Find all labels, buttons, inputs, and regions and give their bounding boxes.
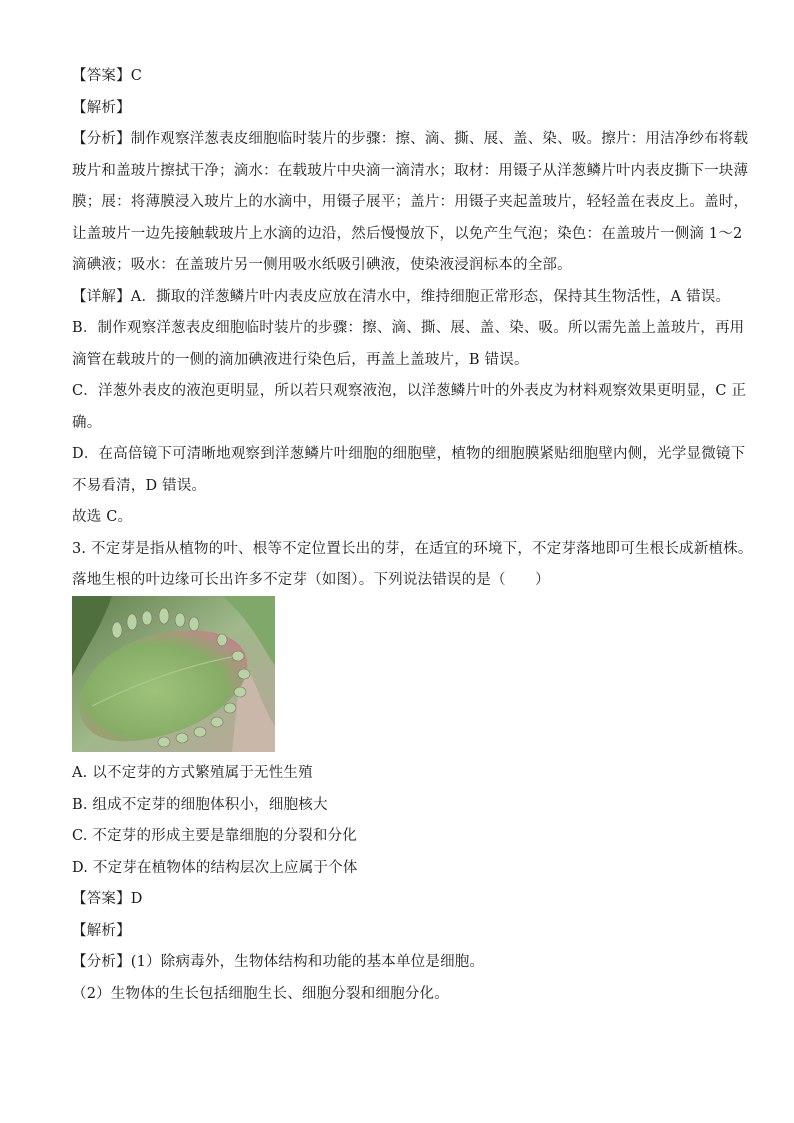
analysis-heading: 【解析】 [72,923,131,939]
conclusion-line: 故选 C。 [72,509,133,525]
option-d: D. 不定芽在植物体的结构层次上应属于个体 [72,860,358,876]
detail-line: B．制作观察洋葱表皮细胞临时装片的步骤：擦、滴、撕、展、盖、染、吸。所以需先盖上盖玻片，再用 [72,320,745,336]
detail-line: 不易看清，D 错误。 [72,478,207,494]
plant-leaf-photo [72,596,275,752]
option-c: C. 不定芽的形成主要是靠细胞的分裂和分化 [72,828,357,844]
analysis-line: 【分析】(1）除病毒外，生物体结构和功能的基本单位是细胞。 [72,954,485,970]
analysis-heading: 【解析】 [72,100,131,116]
analysis-line: 膜；展：将薄膜浸入玻片上的水滴中，用镊子展平；盖片：用镊子夹起盖玻片，轻轻盖在表皮上。盖时， [72,194,749,210]
answer-label: 【答案】D [72,891,143,907]
analysis-line: 玻片和盖玻片擦拭干净；滴水：在载玻片中央滴一滴清水；取材：用镊子从洋葱鳞片叶内表皮撕下一块薄 [72,163,749,179]
detail-line: 确。 [72,415,102,431]
option-a: A. 以不定芽的方式繁殖属于无性生殖 [72,765,313,781]
analysis-line: 滴碘液；吸水：在盖玻片另一侧用吸水纸吸引碘液，使染液浸润标本的全部。 [72,257,572,273]
answer-label: 【答案】C [72,68,143,84]
detail-line: 【详解】A．撕取的洋葱鳞片叶内表皮应放在清水中，维持细胞正常形态，保持其生物活性，A 错误。 [72,289,731,305]
detail-line: 滴管在载玻片的一侧的滴加碘液进行染色后，再盖上盖玻片，B 错误。 [72,352,529,368]
analysis-line: 让盖玻片一边先接触载玻片上水滴的边沿，然后慢慢放下，以免产生气泡；染色：在盖玻片一侧滴 1～2 [72,226,743,242]
detail-line: D．在高倍镜下可清晰地观察到洋葱鳞片叶细胞的细胞壁，植物的细胞膜紧贴细胞壁内侧，光学显微镜下 [72,446,746,462]
question-stem: 3. 不定芽是指从植物的叶、根等不定位置长出的芽，在适宜的环境下，不定芽落地即可生根长成新植株。 [72,541,753,557]
option-b: B. 组成不定芽的细胞体积小，细胞核大 [72,797,328,813]
question-stem: 落地生根的叶边缘可长出许多不定芽（如图）。下列说法错误的是（ ） [72,572,550,588]
analysis-line: 【分析】制作观察洋葱表皮细胞临时装片的步骤：擦、滴、撕、展、盖、染、吸。擦片：用洁净纱布将载 [72,131,749,147]
detail-line: C．洋葱外表皮的液泡更明显，所以若只观察液泡，以洋葱鳞片叶的外表皮为材料观察效果更明显，C 正 [72,383,747,399]
analysis-line: （2）生物体的生长包括细胞生长、细胞分裂和细胞分化。 [72,986,449,1002]
